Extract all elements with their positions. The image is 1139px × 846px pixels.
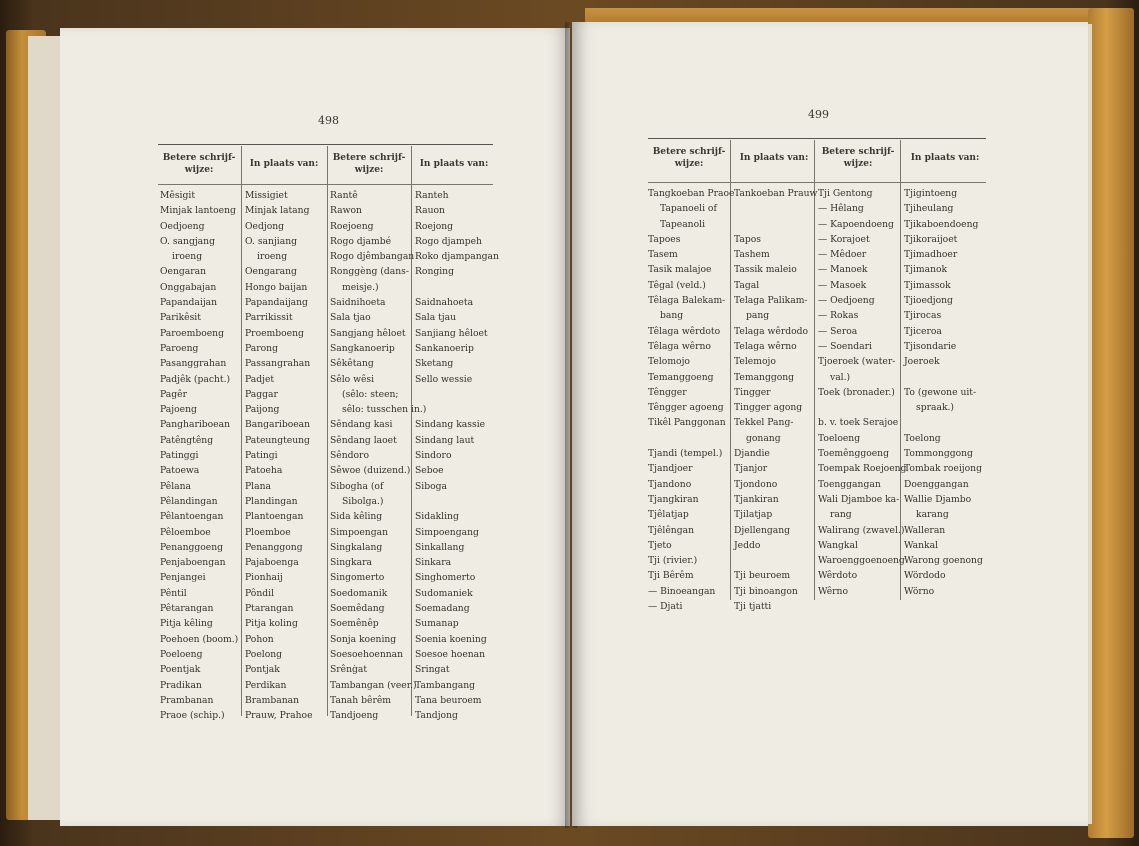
table-cell <box>734 553 817 568</box>
table-cell: Patinggi <box>160 450 199 462</box>
table-cell: — Manoek <box>818 264 868 276</box>
table-cell: Pêlana <box>160 480 192 492</box>
table-cell: Roejong <box>415 220 454 232</box>
left-page <box>60 28 570 826</box>
table-top-rule <box>158 144 493 145</box>
table-cell: Têlaga wêrno <box>648 340 711 352</box>
table-cell: Pradikan <box>160 679 202 691</box>
table-cell: Tjimanok <box>904 264 948 276</box>
table-cell: Wêrdoto <box>818 570 858 582</box>
table-cell: Patoeha <box>245 465 283 477</box>
table-cell: Tjiceroa <box>904 325 942 337</box>
table-cell: Tasik malajoe <box>648 264 712 276</box>
table-cell: Tjondono <box>734 478 778 490</box>
table-cell: — Djati <box>648 601 683 613</box>
table-cell: Têngger <box>648 386 687 398</box>
table-cell: Wörno <box>904 585 935 597</box>
table-cell: Plantoengan <box>245 511 304 523</box>
table-cell: Sibogha (of <box>330 480 384 492</box>
table-cell: Têlaga Balekam- <box>648 295 726 307</box>
table-cell: Papandaijang <box>245 297 308 309</box>
table-cell: Pasanggrahan <box>160 358 227 370</box>
table-cell: Sanjiang hêloet <box>415 327 488 339</box>
table-cell: Sonja koening <box>330 633 397 645</box>
table-cell: Tandjoeng <box>330 710 379 722</box>
table-cell <box>415 402 499 417</box>
table-cell: Saidnahoeta <box>415 297 474 309</box>
table-cell: Tji Bêrêm <box>648 570 694 582</box>
table-cell: To (gewone uit- <box>904 386 977 398</box>
table-cell: Pateungteung <box>245 434 310 446</box>
column-better-spelling-1 <box>160 188 238 723</box>
table-cell <box>415 494 499 509</box>
table-cell: Pôndil <box>245 587 275 599</box>
table-cell: Têngger agoeng <box>648 402 724 414</box>
table-cell: Ploemboe <box>245 526 291 538</box>
table-cell: Tambangan (veer.) <box>330 679 417 691</box>
table-cell: Wêrno <box>818 585 848 597</box>
column-divider <box>241 146 242 716</box>
table-cell: Tapos <box>734 233 762 245</box>
table-cell: Penanggoeng <box>160 541 224 553</box>
table-cell: Tjiheulang <box>904 203 954 215</box>
column-instead-of-2 <box>904 186 983 614</box>
table-cell: Sibolga.) <box>342 495 384 507</box>
table-cell: Walleran <box>904 524 946 536</box>
table-cell: sêlo: tusschen in.) <box>342 404 427 416</box>
table-cell: Sudomaniek <box>415 587 473 599</box>
table-cell: Rogo djampeh <box>415 235 482 247</box>
table-cell: Tjêlêngan <box>648 524 694 536</box>
table-cell: Telaga Palikam- <box>734 295 808 307</box>
table-cell: Tjirocas <box>904 310 942 322</box>
table-cell: Soenia koening <box>415 633 487 645</box>
table-cell: Rantê <box>330 190 358 201</box>
table-cell: Tasem <box>648 249 678 261</box>
table-cell: Poehoen (boom.) <box>160 633 239 645</box>
table-cell: Soesoe hoenan <box>415 648 486 660</box>
table-cell: — Seroa <box>818 325 858 337</box>
table-cell: Tjikaboendoeng <box>904 218 979 230</box>
header-better-spelling-1: Betere schrijf- wijze: <box>652 147 726 169</box>
table-cell: spraak.) <box>916 402 955 414</box>
table-cell: Sêndang laoet <box>330 434 397 446</box>
table-cell: Tashem <box>734 249 770 261</box>
table-cell: Praoe (schip.) <box>160 710 225 722</box>
table-cell: Sindang kassie <box>415 419 486 431</box>
column-better-spelling-2 <box>818 186 906 614</box>
table-cell: Tjoeroek (water- <box>818 356 896 368</box>
header-better-spelling-2: Betere schrijf- wijze: <box>332 153 406 175</box>
table-cell: Onggabajan <box>160 281 217 293</box>
table-cell: Tassik maleio <box>734 264 797 276</box>
table-cell: O. sangjang <box>160 235 215 247</box>
table-cell: Perdikan <box>245 679 287 691</box>
table-cell: Tombak roeijong <box>904 463 982 475</box>
table-cell: Rauon <box>415 205 445 217</box>
table-cell: Hongo baijan <box>245 281 308 293</box>
table-cell: Roejoeng <box>330 220 374 232</box>
table-cell: Sangjang hêloet <box>330 327 406 339</box>
table-cell: Bangariboean <box>245 419 311 431</box>
table-cell: Rawon <box>330 205 362 217</box>
table-cell: Têlaga wêrdoto <box>648 325 721 337</box>
table-cell: Toemênggoeng <box>818 448 889 460</box>
table-cell: Patêngtêng <box>160 434 214 446</box>
table-cell: Patoewa <box>160 465 200 477</box>
table-cell: Rogo djambé <box>330 235 392 247</box>
table-cell: Pitja kêling <box>160 618 213 630</box>
table-cell: Tapeanoli <box>660 218 706 230</box>
table-cell: — Kapoendoeng <box>818 218 894 230</box>
table-cell: Sketang <box>415 358 454 370</box>
table-cell: Sidakling <box>415 511 459 523</box>
table-cell: Patingi <box>245 450 278 462</box>
table-cell: Pêntil <box>160 587 187 599</box>
table-cell: Srênġat <box>330 664 368 676</box>
table-cell <box>818 599 906 614</box>
header-rule <box>648 182 986 183</box>
table-cell: Soemêdang <box>330 603 385 615</box>
table-cell: Tjilatjap <box>734 509 773 521</box>
table-cell: O. sanjiang <box>245 235 298 247</box>
table-cell: Tjangkiran <box>648 493 699 505</box>
table-cell: Sangkanoerip <box>330 342 395 354</box>
table-cell: Poentjak <box>160 664 201 676</box>
table-cell: Padjet <box>245 373 275 385</box>
table-cell: Sêndoro <box>330 450 369 462</box>
table-cell: Tagal <box>734 279 760 291</box>
table-cell <box>904 415 983 430</box>
column-instead-of-1 <box>734 186 817 614</box>
table-cell: Paggar <box>245 388 278 400</box>
table-cell: iroeng <box>172 251 203 263</box>
table-cell: Pêloemboe <box>160 526 211 538</box>
table-cell: Singomerto <box>330 572 385 584</box>
table-cell: Tjankiran <box>734 493 779 505</box>
table-cell: Minjak latang <box>245 205 310 217</box>
table-cell: Singhomerto <box>415 572 476 584</box>
table-cell: Simpoengang <box>415 526 479 538</box>
table-cell: Siboga <box>415 480 448 492</box>
table-cell: Minjak lantoeng <box>160 205 236 217</box>
column-better-spelling-1 <box>648 186 734 614</box>
table-cell: Seboe <box>415 465 444 477</box>
right-page <box>572 22 1088 826</box>
table-cell: Djellengang <box>734 524 791 536</box>
table-cell: Oengarang <box>245 266 297 278</box>
table-cell: — Korajoet <box>818 233 870 245</box>
table-cell: Sêndang kasi <box>330 419 393 431</box>
table-cell: Padjêk (pacht.) <box>160 373 231 385</box>
table-cell: Tangkoeban Praoe <box>648 188 735 199</box>
table-cell: — Masoek <box>818 279 867 291</box>
table-cell: val.) <box>830 371 851 383</box>
table-cell: Têgal (veld.) <box>648 279 706 291</box>
table-cell: Tjimadhoer <box>904 249 958 261</box>
table-cell <box>648 431 734 446</box>
table-cell: Telaga wêrdodo <box>734 325 809 337</box>
table-cell: Telaga wêrno <box>734 340 797 352</box>
header-instead-of-2: In plaats van: <box>419 159 489 169</box>
column-instead-of-2 <box>415 188 499 723</box>
table-cell: Poeloeng <box>160 648 203 660</box>
table-cell: Parikêsit <box>160 312 201 324</box>
table-cell: Walirang (zwavel.) <box>818 524 905 536</box>
page-edges-left <box>28 36 64 820</box>
page-number: 499 <box>808 108 829 121</box>
table-cell: Tji Gentong <box>818 188 873 199</box>
table-cell: Tapoes <box>648 233 681 245</box>
table-cell: Tingger <box>734 386 771 398</box>
table-cell: Penanggong <box>245 541 303 553</box>
table-cell: Tjandono <box>648 478 692 490</box>
table-cell: Papandaijan <box>160 297 218 309</box>
header-better-spelling-1: Betere schrijf- wijze: <box>162 153 236 175</box>
table-cell: Mêsigit <box>160 190 196 201</box>
table-cell: Soesoehoennan <box>330 648 404 660</box>
table-cell: Tana beuroem <box>415 694 482 706</box>
table-cell: Saidnihoeta <box>330 297 386 309</box>
table-cell: Sankanoerip <box>415 342 474 354</box>
table-cell: Oengaran <box>160 266 207 278</box>
table-cell: Panghariboean <box>160 419 231 431</box>
table-cell: Ronging <box>415 266 454 278</box>
table-cell: Sêkêtang <box>330 358 374 370</box>
table-cell: Sinkallang <box>415 541 465 553</box>
table-cell: Tikêl Panggonan <box>648 417 726 429</box>
table-cell: Tji (rivier.) <box>648 555 698 567</box>
header-rule <box>158 184 493 185</box>
column-instead-of-1 <box>245 188 313 723</box>
table-cell: Temanggoeng <box>648 371 714 383</box>
table-cell: Tapanoeli of <box>660 203 717 215</box>
table-cell: Parong <box>245 342 278 354</box>
table-cell: Plana <box>245 480 271 492</box>
table-cell: Tambangang <box>415 679 476 691</box>
header-better-spelling-2: Betere schrijf- wijze: <box>821 147 895 169</box>
table-cell: Sringat <box>415 664 450 676</box>
table-cell: Poelong <box>245 648 283 660</box>
table-cell: — Binoeangan <box>648 585 716 597</box>
table-cell: Toek (bronader.) <box>818 386 895 398</box>
table-cell: Paijong <box>245 404 280 416</box>
header-instead-of-2: In plaats van: <box>910 153 980 163</box>
table-cell: Toenggangan <box>818 478 881 490</box>
table-cell: Tjeto <box>648 539 672 551</box>
table-cell <box>818 400 906 415</box>
table-cell: Doenggangan <box>904 478 969 490</box>
table-cell: Pionhaij <box>245 572 283 584</box>
table-cell: Paroeng <box>160 342 199 354</box>
table-cell: Sindang laut <box>415 434 475 446</box>
table-cell: Pitja koling <box>245 618 298 630</box>
table-cell: Tji beuroem <box>734 570 791 582</box>
table-cell: Paroemboeng <box>160 327 224 339</box>
table-cell: Tjanjor <box>734 463 768 475</box>
table-cell: — Soendari <box>818 340 872 352</box>
table-cell: b. v. toek Serajoe <box>818 417 899 429</box>
table-cell: Prauw, Prahoe <box>245 710 313 722</box>
table-cell: Telemojo <box>734 356 776 368</box>
table-cell: Warong goenong <box>904 555 983 567</box>
table-cell: Pêlantoengan <box>160 511 224 523</box>
table-cell: Proemboeng <box>245 327 304 339</box>
table-cell: Simpoengan <box>330 526 388 538</box>
table-cell: Wankal <box>904 539 939 551</box>
column-better-spelling-2 <box>330 188 426 723</box>
table-cell: Tjandi (tempel.) <box>648 448 723 460</box>
book-cover-right <box>1088 8 1134 838</box>
table-cell: meisje.) <box>342 281 379 293</box>
table-cell <box>415 280 499 295</box>
table-cell: pang <box>746 310 770 322</box>
header-instead-of-1: In plaats van: <box>249 159 319 169</box>
table-cell: Roko djampangan <box>415 251 499 263</box>
table-top-rule <box>648 138 986 139</box>
table-cell: Wallie Djambo <box>904 493 972 505</box>
table-cell: — Hêlang <box>818 203 864 215</box>
table-cell: Rogo djêmbangan <box>330 251 415 263</box>
table-cell: Tji tjatti <box>734 601 772 613</box>
table-cell: Brambanan <box>245 694 300 706</box>
table-cell: Tekkel Pang- <box>734 417 794 429</box>
table-cell: Tandjong <box>415 710 458 722</box>
table-cell: Djandie <box>734 448 770 460</box>
table-cell: Oedjoeng <box>160 220 205 232</box>
table-cell: Penjangei <box>160 572 206 584</box>
table-cell: Singkalang <box>330 541 383 553</box>
table-cell: Pajaboenga <box>245 557 299 569</box>
table-cell: Tommonggong <box>904 448 973 460</box>
table-cell: Tingger agong <box>734 402 803 414</box>
table-cell: Toempak Roejoeng <box>818 463 907 475</box>
header-instead-of-1: In plaats van: <box>739 153 809 163</box>
table-cell: Passangrahan <box>245 358 311 370</box>
table-cell: Wördodo <box>904 570 946 582</box>
table-cell: Pontjak <box>245 664 280 676</box>
table-cell: Tjandjoer <box>648 463 693 475</box>
table-cell: (sêlo: steen; <box>342 388 399 400</box>
table-cell: Sala tjao <box>330 312 371 324</box>
page-number: 498 <box>318 114 339 127</box>
table-cell: Plandingan <box>245 495 298 507</box>
table-cell: karang <box>916 509 949 521</box>
table-cell: Soemadang <box>415 603 470 615</box>
table-cell: Tjioedjong <box>904 295 953 307</box>
table-cell: Sêwoe (duizend.) <box>330 465 411 477</box>
table-cell: bang <box>660 310 684 322</box>
table-cell <box>734 217 817 232</box>
table-cell: Ronggèng (dans- <box>330 266 409 278</box>
table-cell: Temanggong <box>734 371 795 383</box>
table-cell: Singkara <box>330 557 372 569</box>
table-cell: Tjêlatjap <box>648 509 689 521</box>
table-cell: — Rokas <box>818 310 859 322</box>
table-cell: Wangkal <box>818 539 858 551</box>
table-cell: Missigiet <box>245 190 288 201</box>
table-cell: Sumanap <box>415 618 459 630</box>
table-cell: Pêtarangan <box>160 603 214 615</box>
table-cell: — Mêdoer <box>818 249 867 261</box>
table-cell: Toelong <box>904 432 941 444</box>
column-divider <box>327 146 328 716</box>
table-cell: Tjisondarie <box>904 340 957 352</box>
table-cell: rang <box>830 509 852 521</box>
table-cell: Tankoeban Prauw <box>734 188 818 199</box>
table-cell: iroeng <box>257 251 288 263</box>
table-cell: Tjikoraijoet <box>904 233 958 245</box>
table-cell: Ptarangan <box>245 603 294 615</box>
table-cell: Parrikissit <box>245 312 293 324</box>
table-cell: Pagêr <box>160 388 187 400</box>
table-cell: Telomojo <box>648 356 690 368</box>
table-cell: Tjigintoeng <box>904 188 958 199</box>
table-cell: Sêlo wêsi <box>330 373 375 385</box>
table-cell <box>904 370 983 385</box>
table-cell: Pajoeng <box>160 404 197 416</box>
table-cell: Tanah bêrêm <box>330 694 391 706</box>
table-cell <box>734 201 817 216</box>
table-cell <box>904 599 983 614</box>
table-cell: Pohon <box>245 633 274 645</box>
table-cell: Joeroek <box>904 356 940 368</box>
table-cell: Prambanan <box>160 694 214 706</box>
table-cell: Soemênêp <box>330 618 379 630</box>
table-cell: Ranteh <box>415 190 449 201</box>
table-cell: Penjaboengan <box>160 557 226 569</box>
table-cell: Wali Djamboe ka- <box>818 493 900 505</box>
table-cell: Sinkara <box>415 557 452 569</box>
table-cell: Tjimassok <box>904 279 951 291</box>
table-cell: Toeloeng <box>818 432 861 444</box>
table-cell: — Oedjoeng <box>818 295 875 307</box>
table-cell: gonang <box>746 432 781 444</box>
table-cell: Sello wessie <box>415 373 473 385</box>
table-cell: Soedomanik <box>330 587 388 599</box>
table-cell: Pêlandingan <box>160 495 218 507</box>
table-cell: Waroenggoenoeng <box>818 555 905 567</box>
table-cell: Jeddo <box>734 539 761 551</box>
table-cell <box>415 387 499 402</box>
table-cell: Sida kêling <box>330 511 383 523</box>
table-cell: Sala tjau <box>415 312 457 324</box>
table-cell: Sindoro <box>415 450 452 462</box>
table-cell: Tji binoangon <box>734 585 798 597</box>
table-cell: Oedjong <box>245 220 285 232</box>
